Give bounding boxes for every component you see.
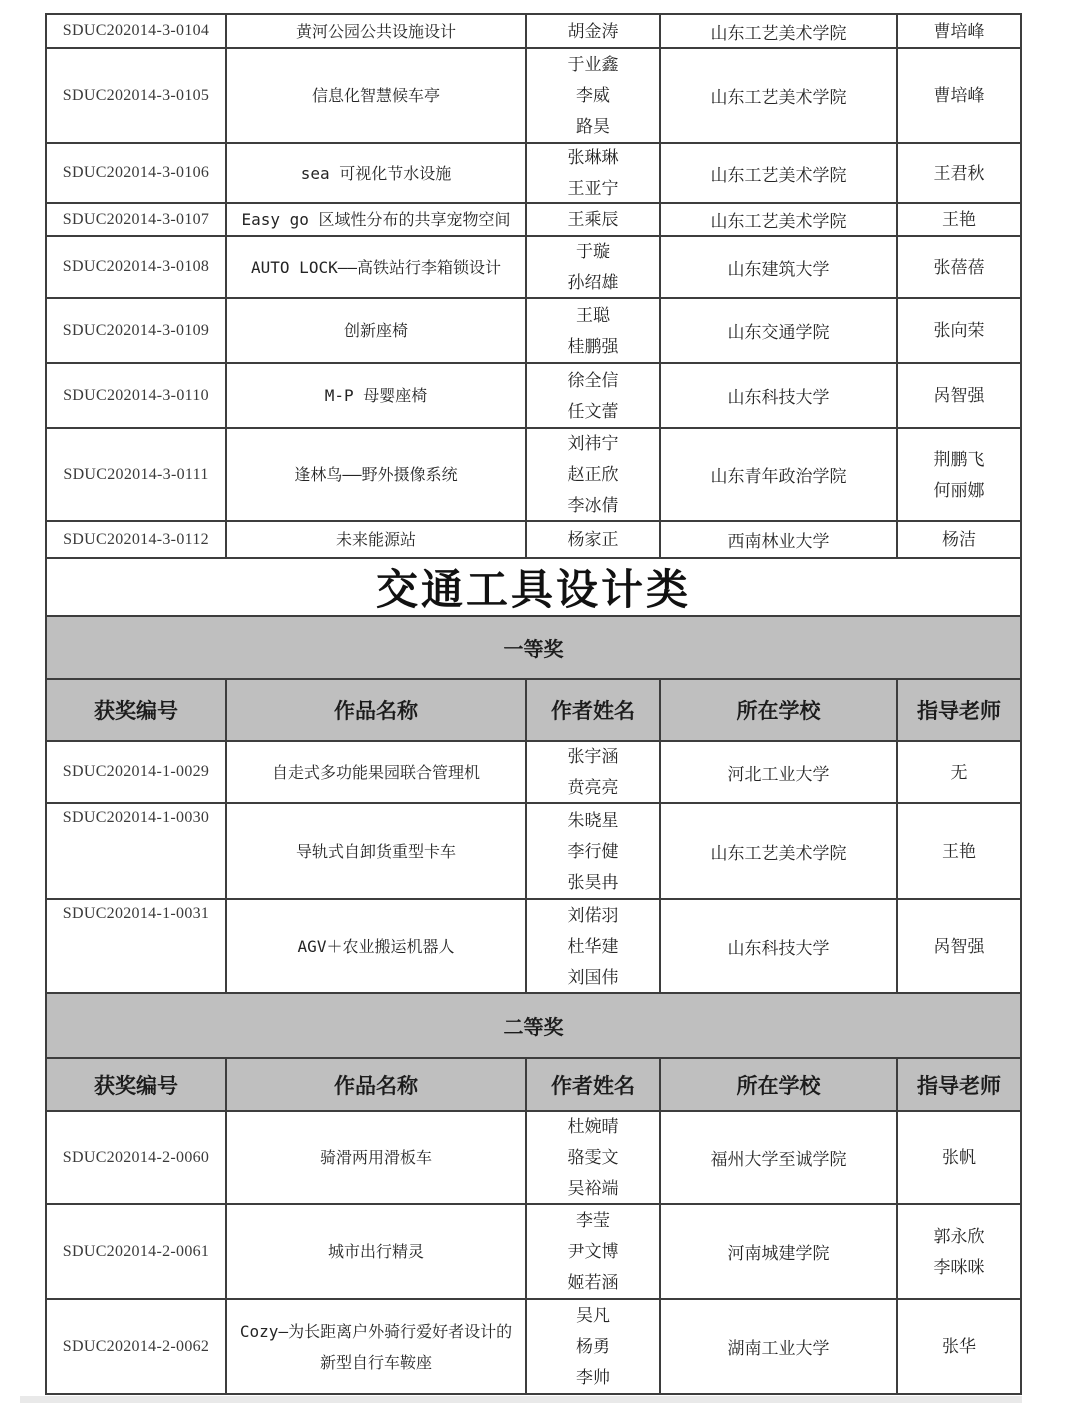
author-name: 王乘辰 bbox=[567, 210, 619, 229]
authors-cell bbox=[527, 522, 661, 557]
teacher-name: 王艳 bbox=[942, 210, 976, 229]
teacher-name: 无 bbox=[950, 762, 968, 782]
authors-cell bbox=[527, 900, 661, 992]
authors-cell bbox=[527, 804, 661, 898]
teacher-cell bbox=[898, 900, 1022, 992]
column-header: 作者姓名 bbox=[527, 680, 661, 740]
author-name: 吴裕端 bbox=[567, 1179, 619, 1198]
table-row bbox=[47, 742, 1022, 804]
teacher-cell bbox=[898, 204, 1022, 235]
teacher-cell bbox=[898, 1300, 1022, 1393]
school-cell: 西南林业大学 bbox=[661, 522, 898, 557]
authors-cell bbox=[527, 49, 661, 142]
teacher-cell bbox=[898, 429, 1022, 520]
teacher-cell bbox=[898, 237, 1022, 297]
author-name: 桂鹏强 bbox=[567, 336, 619, 356]
table-row bbox=[47, 204, 1022, 237]
teacher-cell bbox=[898, 15, 1022, 47]
school-cell: 山东工艺美术学院 bbox=[661, 49, 898, 142]
author-name: 李行健 bbox=[567, 841, 619, 861]
author-name: 王亚宁 bbox=[567, 179, 619, 198]
table-row bbox=[47, 49, 1022, 144]
school-cell: 山东青年政治学院 bbox=[661, 429, 898, 520]
column-header: 指导老师 bbox=[898, 1059, 1022, 1110]
author-name: 胡金涛 bbox=[567, 21, 619, 41]
teacher-name: 呙智强 bbox=[933, 936, 985, 956]
table-row bbox=[47, 1300, 1022, 1395]
table-row bbox=[47, 429, 1022, 522]
award-id-cell: SDUC202014-2-0061 bbox=[47, 1205, 227, 1298]
school-cell: 山东工艺美术学院 bbox=[661, 144, 898, 202]
school-cell: 湖南工业大学 bbox=[661, 1300, 898, 1393]
author-name: 尹文博 bbox=[567, 1242, 619, 1261]
school-cell: 山东科技大学 bbox=[661, 900, 898, 992]
author-name: 朱晓星 bbox=[567, 810, 619, 830]
authors-cell bbox=[527, 742, 661, 802]
author-name: 李冰倩 bbox=[567, 496, 619, 515]
section-title: 交通工具设计类 bbox=[47, 559, 1022, 617]
teacher-name: 呙智强 bbox=[933, 386, 985, 405]
author-name: 李莹 bbox=[576, 1211, 610, 1230]
teacher-name: 王艳 bbox=[942, 841, 976, 861]
school-cell: 福州大学至诚学院 bbox=[661, 1112, 898, 1203]
author-name: 于璇 bbox=[576, 242, 610, 261]
teacher-name: 荆鹏飞 bbox=[933, 449, 985, 469]
column-header: 作者姓名 bbox=[527, 1059, 661, 1110]
school-cell: 山东工艺美术学院 bbox=[661, 204, 898, 235]
award-id-cell: SDUC202014-3-0109 bbox=[47, 299, 227, 362]
work-name-cell: Cozy—为长距离户外骑行爱好者设计的新型自行车鞍座 bbox=[227, 1300, 527, 1393]
author-name: 刘国伟 bbox=[567, 967, 619, 987]
teacher-name: 何丽娜 bbox=[933, 480, 985, 500]
work-name-cell: Easy go 区域性分布的共享宠物空间 bbox=[227, 204, 527, 235]
column-header: 获奖编号 bbox=[47, 1059, 227, 1110]
school-cell: 山东科技大学 bbox=[661, 364, 898, 427]
author-name: 于业鑫 bbox=[567, 55, 619, 74]
authors-cell bbox=[527, 299, 661, 362]
school-cell: 河南城建学院 bbox=[661, 1205, 898, 1298]
teacher-name: 张华 bbox=[942, 1337, 976, 1356]
authors-cell bbox=[527, 1300, 661, 1393]
work-name-cell: 骑滑两用滑板车 bbox=[227, 1112, 527, 1203]
award-id-cell: SDUC202014-3-0105 bbox=[47, 49, 227, 142]
teacher-name: 曹培峰 bbox=[933, 86, 985, 105]
table-row bbox=[47, 364, 1022, 429]
award-id-cell: SDUC202014-1-0031 bbox=[47, 900, 227, 992]
work-name-cell: 自走式多功能果园联合管理机 bbox=[227, 742, 527, 802]
award-id-cell: SDUC202014-2-0062 bbox=[47, 1300, 227, 1393]
teacher-cell bbox=[898, 742, 1022, 802]
award-id-cell: SDUC202014-1-0030 bbox=[47, 804, 227, 898]
authors-cell bbox=[527, 364, 661, 427]
author-name: 杨勇 bbox=[576, 1337, 610, 1356]
teacher-cell bbox=[898, 804, 1022, 898]
table-row bbox=[47, 1112, 1022, 1205]
author-name: 吴凡 bbox=[576, 1306, 610, 1325]
table-row bbox=[47, 237, 1022, 299]
school-cell: 山东工艺美术学院 bbox=[661, 804, 898, 898]
teacher-name: 张向荣 bbox=[933, 321, 985, 340]
teacher-cell bbox=[898, 299, 1022, 362]
work-name-cell: 城市出行精灵 bbox=[227, 1205, 527, 1298]
teacher-name: 张帆 bbox=[942, 1148, 976, 1167]
teacher-cell bbox=[898, 144, 1022, 202]
teacher-name: 杨洁 bbox=[942, 530, 976, 549]
author-name: 路昊 bbox=[576, 117, 610, 136]
column-header: 所在学校 bbox=[661, 680, 898, 740]
award-table bbox=[45, 13, 1022, 1395]
author-name: 张昊冉 bbox=[567, 872, 619, 892]
author-name: 赵正欣 bbox=[567, 465, 619, 484]
author-name: 徐全信 bbox=[567, 370, 619, 390]
work-name-cell: 导轨式自卸货重型卡车 bbox=[227, 804, 527, 898]
column-header: 作品名称 bbox=[227, 1059, 527, 1110]
prize-tier-band: 一等奖 bbox=[47, 617, 1022, 680]
author-name: 张宇涵 bbox=[567, 747, 619, 766]
teacher-name: 王君秋 bbox=[933, 163, 985, 183]
work-name-cell: 未来能源站 bbox=[227, 522, 527, 557]
author-name: 张琳琳 bbox=[567, 148, 619, 167]
author-name: 骆雯文 bbox=[567, 1148, 619, 1167]
table-row bbox=[47, 15, 1022, 49]
award-id-cell: SDUC202014-3-0106 bbox=[47, 144, 227, 202]
author-name: 李威 bbox=[576, 86, 610, 105]
prize-tier-band: 二等奖 bbox=[47, 994, 1022, 1059]
school-cell: 山东工艺美术学院 bbox=[661, 15, 898, 47]
work-name-cell: M-P 母婴座椅 bbox=[227, 364, 527, 427]
table-row bbox=[47, 804, 1022, 900]
table-row bbox=[47, 144, 1022, 204]
column-header-row bbox=[47, 680, 1022, 742]
author-name: 姬若涵 bbox=[567, 1273, 619, 1292]
authors-cell bbox=[527, 15, 661, 47]
teacher-name: 李咪咪 bbox=[933, 1257, 985, 1277]
author-name: 任文蕾 bbox=[567, 401, 619, 421]
author-name: 贲亮亮 bbox=[567, 778, 619, 797]
work-name-cell: AUTO LOCK——高铁站行李箱锁设计 bbox=[227, 237, 527, 297]
column-header: 所在学校 bbox=[661, 1059, 898, 1110]
table-row bbox=[47, 299, 1022, 364]
award-id-cell: SDUC202014-3-0111 bbox=[47, 429, 227, 520]
teacher-cell bbox=[898, 1112, 1022, 1203]
author-name: 刘偌羽 bbox=[567, 905, 619, 925]
school-cell: 山东建筑大学 bbox=[661, 237, 898, 297]
table-row bbox=[47, 900, 1022, 994]
teacher-name: 张蓓蓓 bbox=[933, 257, 985, 277]
award-id-cell: SDUC202014-1-0029 bbox=[47, 742, 227, 802]
column-header-row bbox=[47, 1059, 1022, 1112]
award-id-cell: SDUC202014-3-0110 bbox=[47, 364, 227, 427]
authors-cell bbox=[527, 429, 661, 520]
teacher-cell bbox=[898, 364, 1022, 427]
work-name-cell: AGV＋农业搬运机器人 bbox=[227, 900, 527, 992]
column-header: 指导老师 bbox=[898, 680, 1022, 740]
author-name: 刘祎宁 bbox=[567, 434, 619, 453]
award-id-cell: SDUC202014-2-0060 bbox=[47, 1112, 227, 1203]
authors-cell bbox=[527, 144, 661, 202]
work-name-cell: 逢林鸟——野外摄像系统 bbox=[227, 429, 527, 520]
teacher-cell bbox=[898, 522, 1022, 557]
work-name-cell: 信息化智慧候车亭 bbox=[227, 49, 527, 142]
page-bottom-band bbox=[20, 1396, 1022, 1403]
author-name: 孙绍雄 bbox=[567, 273, 619, 292]
author-name: 王聪 bbox=[576, 305, 610, 325]
column-header: 获奖编号 bbox=[47, 680, 227, 740]
work-name-cell: 黄河公园公共设施设计 bbox=[227, 15, 527, 47]
award-id-cell: SDUC202014-3-0104 bbox=[47, 15, 227, 47]
award-id-cell: SDUC202014-3-0107 bbox=[47, 204, 227, 235]
author-name: 杜婉晴 bbox=[567, 1117, 619, 1136]
school-cell: 山东交通学院 bbox=[661, 299, 898, 362]
authors-cell bbox=[527, 237, 661, 297]
authors-cell bbox=[527, 1205, 661, 1298]
author-name: 杜华建 bbox=[567, 936, 619, 956]
column-header: 作品名称 bbox=[227, 680, 527, 740]
table-row bbox=[47, 1205, 1022, 1300]
work-name-cell: sea 可视化节水设施 bbox=[227, 144, 527, 202]
table-row bbox=[47, 522, 1022, 559]
author-name: 杨家正 bbox=[567, 530, 619, 549]
teacher-cell bbox=[898, 49, 1022, 142]
school-cell: 河北工业大学 bbox=[661, 742, 898, 802]
authors-cell bbox=[527, 204, 661, 235]
teacher-name: 郭永欣 bbox=[933, 1226, 985, 1246]
authors-cell bbox=[527, 1112, 661, 1203]
teacher-name: 曹培峰 bbox=[933, 21, 985, 41]
award-id-cell: SDUC202014-3-0112 bbox=[47, 522, 227, 557]
author-name: 李帅 bbox=[576, 1368, 610, 1387]
work-name-cell: 创新座椅 bbox=[227, 299, 527, 362]
award-id-cell: SDUC202014-3-0108 bbox=[47, 237, 227, 297]
teacher-cell bbox=[898, 1205, 1022, 1298]
